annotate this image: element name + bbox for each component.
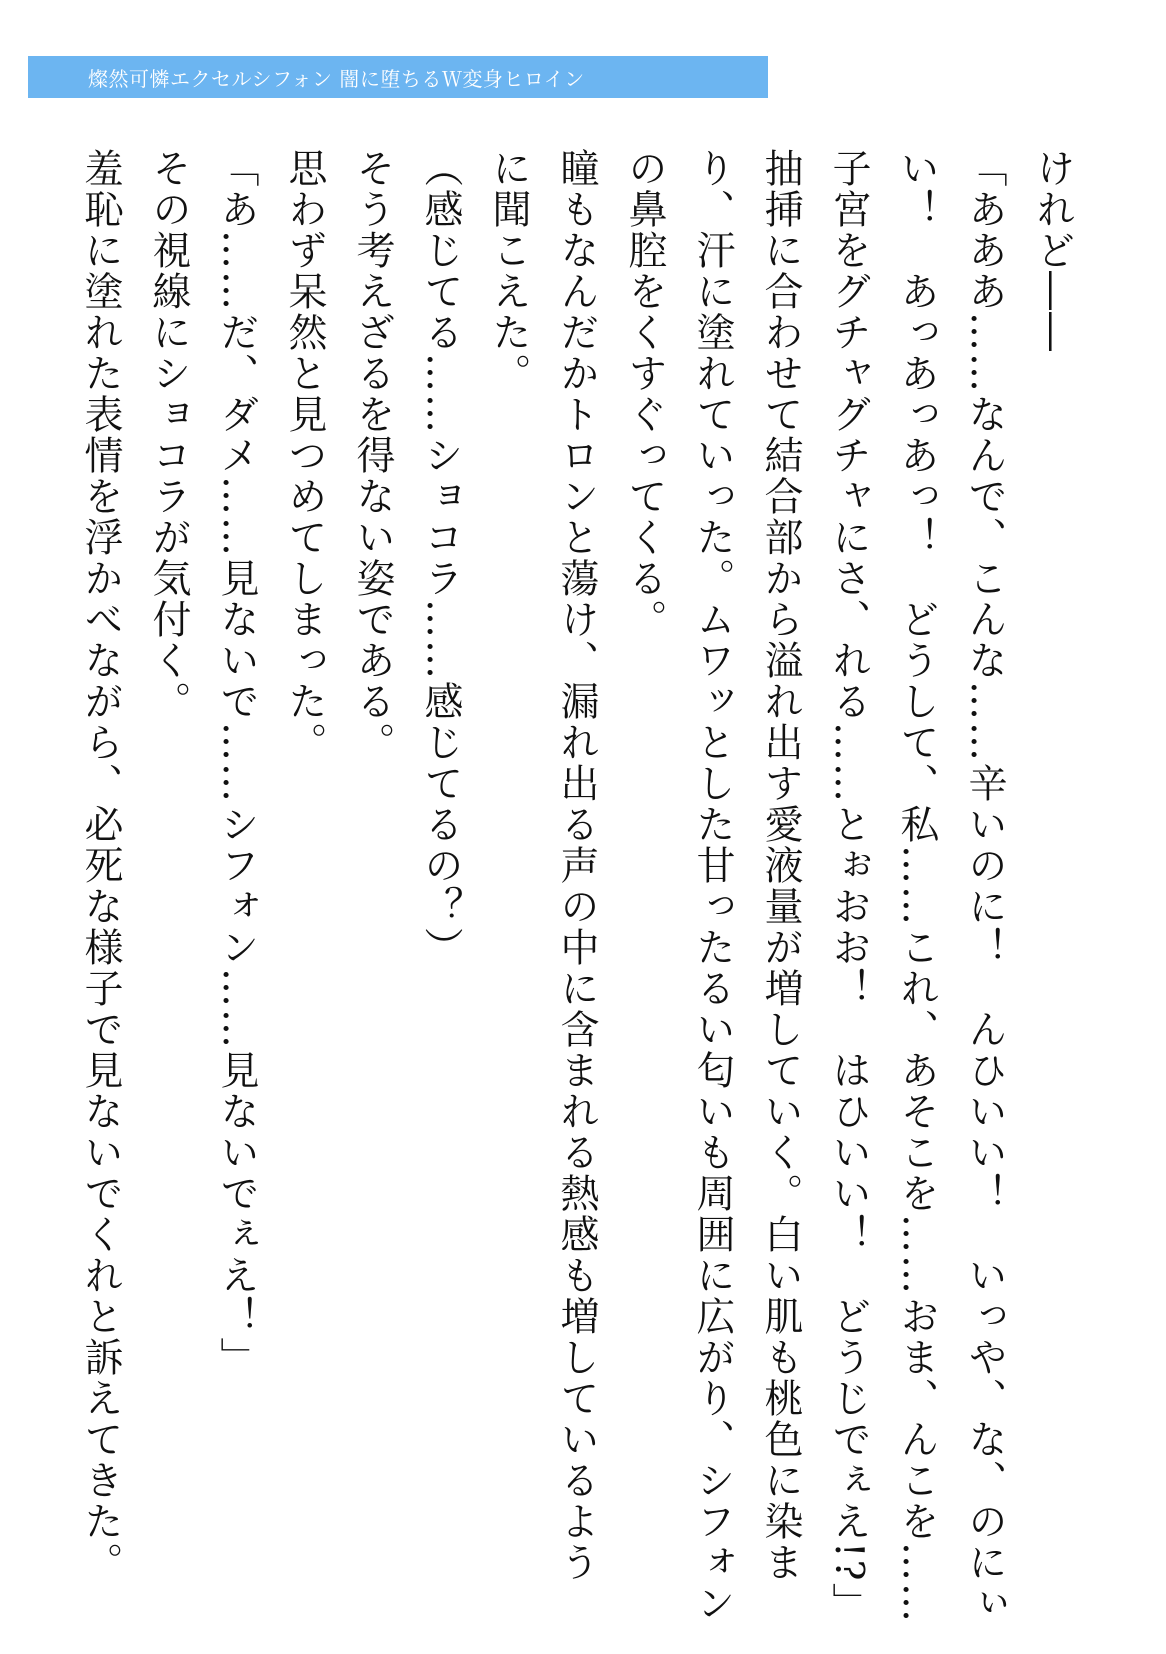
text-line: けれど―― (1030, 148, 1075, 353)
text-line: 「あ……だ、ダメ……見ないで……シフォン……見ないでぇえ！」 (214, 148, 259, 1378)
text-line: 「あああ……なんで、こんな……辛いのに！ んひいい！ いっや、な、のにぃ (962, 148, 1007, 1624)
text-line: に聞こえた。 (486, 148, 531, 394)
text-line: その視線にショコラが気付く。 (146, 148, 191, 722)
text-line: 羞恥に塗れた表情を浮かべながら、必死な様子で見ないでくれと訴えてきた。 (78, 148, 123, 1583)
text-line: 瞳もなんだかトロンと蕩け、漏れ出る声の中に含まれる熱感も増しているよう (554, 148, 599, 1583)
header-title: 燦然可憐エクセルシフォン 闇に堕ちるＷ変身ヒロイン (88, 66, 585, 91)
text-line: 子宮をグチャグチャにさ、れる……とぉおお！ はひいい！ どうじでぇえ!?」 (826, 148, 871, 1624)
text-line: の鼻腔をくすぐってくる。 (622, 148, 667, 640)
text-line: り、汗に塗れていった。ムワッとした甘ったるい匂いも周囲に広がり、シフォン (690, 148, 735, 1624)
header-bar (28, 56, 768, 98)
text-line: い！ あっあっあっ！ どうして、私……これ、あそこを……おま、んこを…… (894, 148, 939, 1624)
vertical-text-body (66, 148, 1086, 1628)
text-line: 抽挿に合わせて結合部から溢れ出す愛液量が増していく。白い肌も桃色に染ま (758, 148, 803, 1583)
text-line: そう考えざるを得ない姿である。 (350, 148, 395, 763)
text-line: （感じてる……ショコラ……感じてるの？） (418, 148, 463, 968)
text-line: 思わず呆然と見つめてしまった。 (282, 148, 327, 763)
